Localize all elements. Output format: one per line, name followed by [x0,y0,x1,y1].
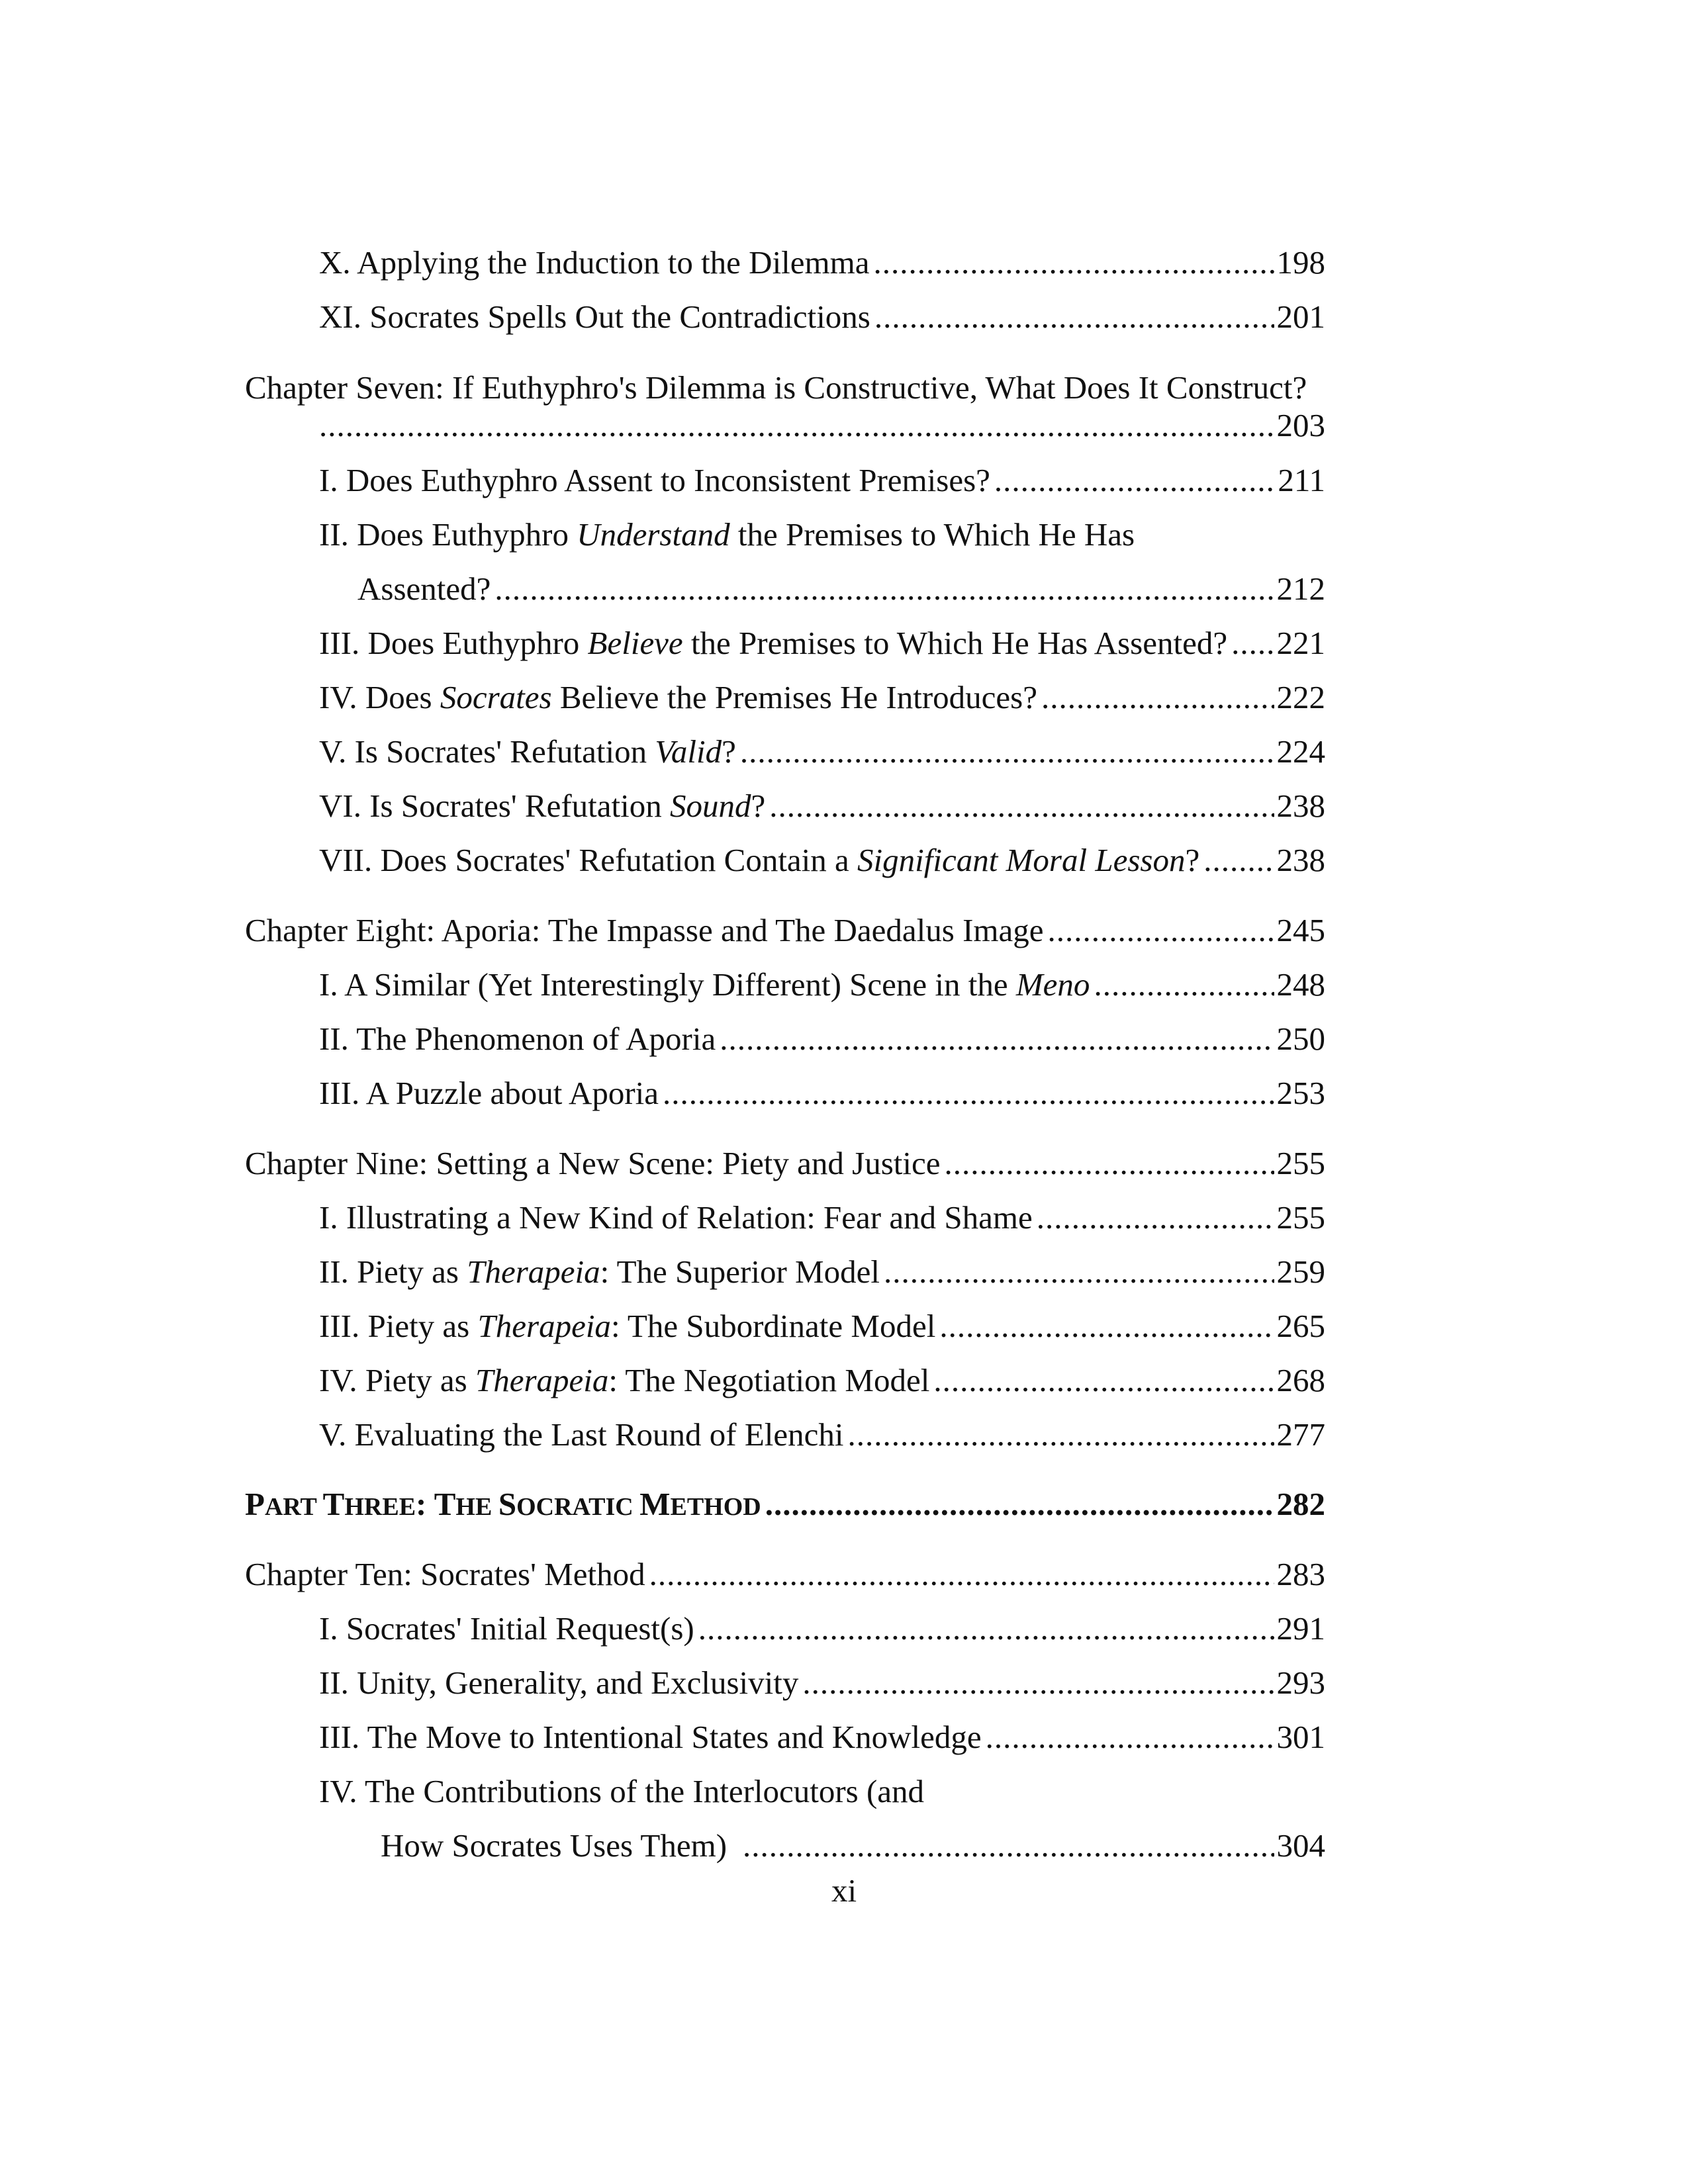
toc-entry-section[interactable] [319,1020,1325,1060]
toc-chapter-title: Chapter Ten: Socrates' Method [245,1556,645,1592]
toc-entry-chapter[interactable] [245,911,1325,951]
toc-entry-section[interactable] [357,570,1325,610]
toc-entry-section[interactable] [319,787,1325,827]
toc-entry-section[interactable] [319,461,1325,501]
toc-entry-title: VII. Does Socrates' Refutation Contain a Significant Moral Lesson? [319,842,1200,878]
dot-leader [1037,1199,1274,1236]
toc-entry-page: 221 [1276,625,1325,661]
toc-entry-section[interactable] [319,1074,1325,1114]
toc-entry-title: I. Does Euthyphro Assent to Inconsistent Premises? [319,462,990,498]
toc-entry-section[interactable] [319,624,1325,664]
dot-leader [720,1020,1274,1058]
toc-entry-page: 248 [1276,966,1325,1003]
toc-entry-section[interactable] [319,1718,1325,1758]
toc-entry-page: 203 [1276,407,1325,443]
toc-entry-page: 253 [1276,1075,1325,1111]
dot-leader [698,1610,1274,1647]
toc-entry-page: 268 [1276,1362,1325,1398]
toc-entry-page: 238 [1276,788,1325,824]
dot-leader [994,461,1275,499]
toc-part-title: PART THREE: THE SOCRATIC METHOD [245,1486,761,1522]
dot-leader [802,1664,1274,1702]
toc-entry-title: I. Illustrating a New Kind of Relation: Fear and Shame [319,1199,1033,1236]
dot-leader [743,1827,1274,1864]
toc-entry-page: 224 [1276,733,1325,770]
dot-leader [847,1416,1274,1453]
toc-entry-title: III. Piety as Therapeia: The Subordinate Model [319,1308,936,1344]
toc-entry-section[interactable] [381,1827,1325,1866]
toc-entry-section[interactable] [319,678,1325,718]
dot-leader [986,1718,1274,1756]
toc-entry-page: 277 [1276,1416,1325,1453]
toc-entry-chapter[interactable] [245,1144,1325,1184]
dot-leader [1041,678,1274,716]
toc-entry-title: III. A Puzzle about Aporia [319,1075,659,1111]
dot-leader [874,244,1274,281]
toc-entry-title: X. Applying the Induction to the Dilemma [319,244,870,281]
toc-chapter-title: Chapter Nine: Setting a New Scene: Piety and Justice [245,1145,941,1181]
toc-entry-title: V. Is Socrates' Refutation Valid? [319,733,736,770]
toc-entry-section[interactable] [319,966,1325,1005]
toc-entry-title: I. Socrates' Initial Request(s) [319,1610,694,1647]
dot-leader [874,298,1274,336]
dot-leader [740,733,1274,770]
toc-entry-title[interactable]: II. Does Euthyphro Understand the Premises to Which He Has [319,516,1135,553]
toc-entry-title: I. A Similar (Yet Interestingly Different) Scene in the Meno [319,966,1090,1003]
toc-entry-page: 291 [1276,1610,1325,1647]
toc-entry-section[interactable] [319,244,1325,283]
toc-entry-title-continued: How Socrates Uses Them) [381,1827,727,1864]
toc-entry-section[interactable] [319,1253,1325,1293]
toc-entry-title: IV. Piety as Therapeia: The Negotiation Model [319,1362,930,1398]
toc-entry-page: 255 [1276,1199,1325,1236]
toc-entry-page: 198 [1276,244,1325,281]
toc-entry-title: III. The Move to Intentional States and Knowledge [319,1719,982,1755]
page-number: xi [831,1872,857,1909]
toc-chapter-title[interactable]: Chapter Seven: If Euthyphro's Dilemma is Constructive, What Does It Construct? [245,369,1307,406]
toc-entry-page: 304 [1276,1827,1325,1864]
toc-entry-title: VI. Is Socrates' Refutation Sound? [319,788,766,824]
toc-entry-title-continued: Assented? [357,570,491,607]
dot-leader [1231,624,1274,662]
toc-entry-title: II. Piety as Therapeia: The Superior Model [319,1253,880,1290]
toc-entry-section[interactable] [319,1664,1325,1704]
toc-entry-page: 238 [1276,842,1325,878]
dot-leader [1048,911,1274,949]
toc-entry-section[interactable] [319,298,1325,338]
dot-leader [663,1074,1274,1112]
toc-entry-title: II. The Phenomenon of Aporia [319,1021,716,1057]
dot-leader [933,1361,1274,1399]
dot-leader [765,1485,1274,1523]
toc-entry-title: III. Does Euthyphro Believe the Premises to Which He Has Assented? [319,625,1228,661]
toc-entry-section[interactable] [319,733,1325,772]
toc-entry-section[interactable] [319,1610,1325,1649]
toc-chapter-title: Chapter Eight: Aporia: The Impasse and The Daedalus Image [245,912,1044,948]
dot-leader [769,787,1274,825]
toc-entry-page: 250 [1276,1021,1325,1057]
toc-entry-section[interactable] [319,1361,1325,1401]
dot-leader [945,1144,1274,1182]
dot-leader [939,1307,1274,1345]
dot-leader [649,1555,1274,1593]
toc-entry-title: V. Evaluating the Last Round of Elenchi [319,1416,844,1453]
toc-entry-page: 245 [1276,912,1325,948]
toc-entry-chapter[interactable] [245,1555,1325,1595]
toc-entry-title: II. Unity, Generality, and Exclusivity [319,1664,799,1701]
toc-entry-page: 282 [1276,1486,1325,1522]
toc-entry-page: 222 [1276,679,1325,715]
toc-entry-page: 255 [1276,1145,1325,1181]
toc-entry-section[interactable] [319,1199,1325,1238]
toc-entry-title: IV. Does Socrates Believe the Premises He Introduces? [319,679,1037,715]
toc-entry-page: 283 [1276,1556,1325,1592]
toc-entry-page: 201 [1276,298,1325,335]
dot-leader [1094,966,1274,1003]
dot-leader [494,570,1274,608]
toc-entry-page: 265 [1276,1308,1325,1344]
toc-entry-title: XI. Socrates Spells Out the Contradictions [319,298,870,335]
toc-entry-title[interactable]: IV. The Contributions of the Interlocutors (and [319,1773,925,1809]
toc-entry-page: 293 [1276,1664,1325,1701]
toc-entry-page: 211 [1278,462,1325,498]
toc-entry-page: 212 [1276,570,1325,607]
toc-entry-page: 259 [1276,1253,1325,1290]
dot-leader [1203,841,1274,879]
toc-entry-section[interactable] [319,1307,1325,1347]
toc-entry-section[interactable] [319,1416,1325,1455]
toc-entry-section[interactable] [319,841,1325,881]
dot-leader [884,1253,1274,1291]
toc-entry-chapter[interactable] [319,406,1325,446]
dot-leader [319,406,1274,444]
toc-entry-part[interactable] [245,1485,1325,1525]
toc-entry-page: 301 [1276,1719,1325,1755]
